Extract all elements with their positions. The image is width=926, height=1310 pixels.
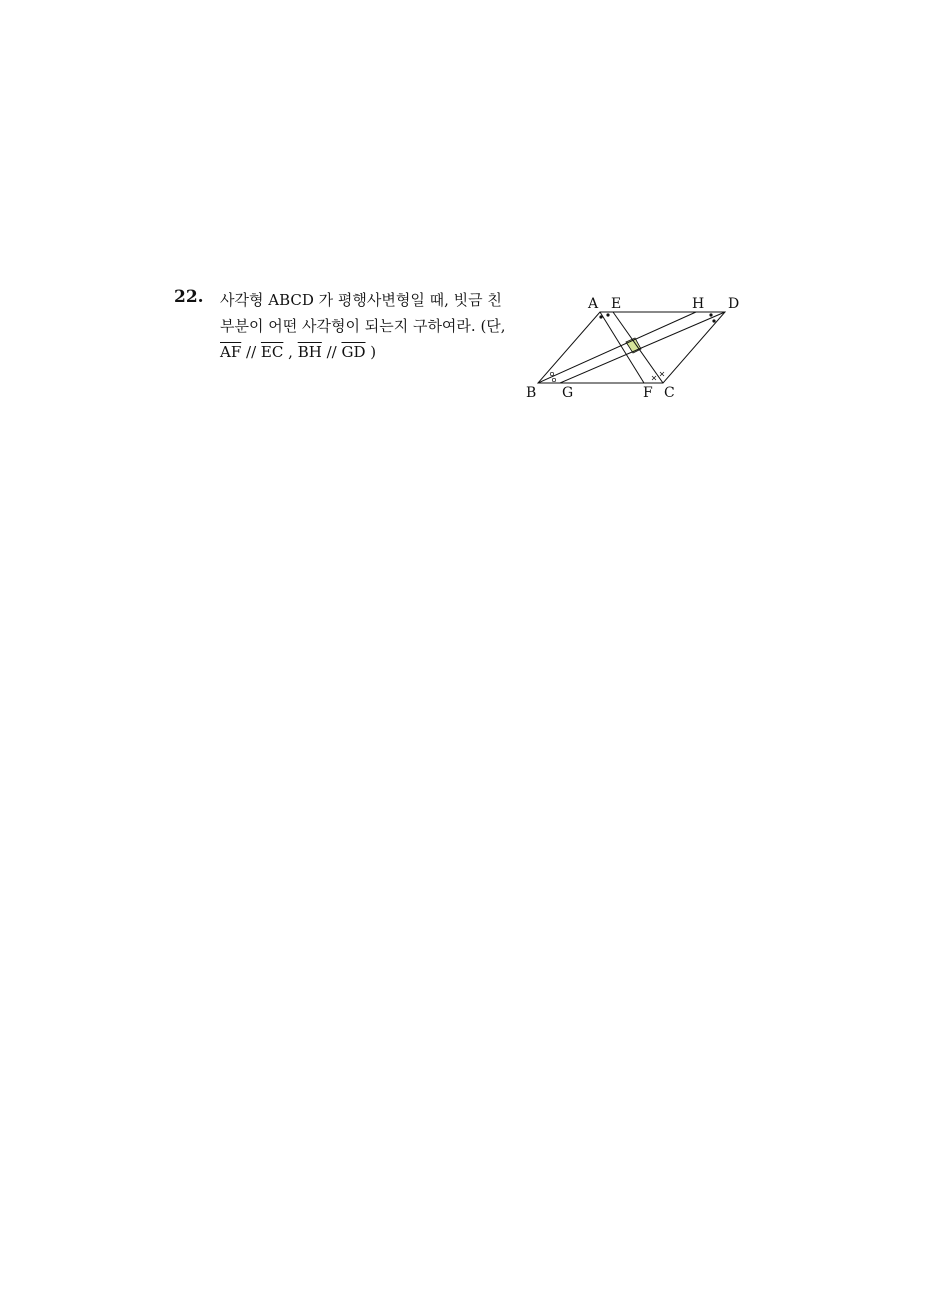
angle-dot-a2 [606, 313, 609, 316]
angle-circle-b1 [550, 372, 553, 375]
parallel-symbol-1: // [246, 343, 257, 361]
problem-number: 22. [174, 287, 204, 307]
angle-cross-f [652, 376, 656, 380]
angle-dot-d1 [709, 313, 712, 316]
label-g: G [562, 385, 574, 401]
statement-line-2: 부분이 어떤 사각형이 되는지 구하여라. (단, [220, 317, 506, 335]
label-c: C [664, 385, 675, 401]
segment-line-gd [560, 312, 725, 383]
angle-circle-b2 [552, 378, 555, 381]
segment-af: $\overline{AF}$ [220, 343, 242, 361]
segment-bh: $\overline{BH}$ [297, 343, 322, 361]
angle-dot-a1 [599, 315, 602, 318]
separator-comma: , [288, 343, 293, 361]
parallelogram-figure [518, 287, 753, 407]
parallelogram-diagram [518, 287, 753, 407]
label-d: D [728, 296, 740, 312]
label-e: E [611, 296, 622, 312]
statement-condition [220, 339, 510, 365]
segment-line-ec [613, 312, 663, 383]
segment-gd: $\overline{GD}$ [341, 343, 366, 361]
label-a: A [588, 296, 599, 312]
problem-statement [220, 287, 510, 365]
angle-dot-d2 [712, 319, 715, 322]
statement-line-1: 사각형 ABCD 가 평행사변형일 때, 빗금 친 [220, 291, 502, 309]
parallel-symbol-2: // [326, 343, 337, 361]
angle-cross-c [660, 372, 664, 376]
label-h: H [692, 296, 705, 312]
closing-paren: ) [370, 343, 377, 361]
label-f: F [643, 385, 653, 401]
segment-ec: $\overline{EC}$ [260, 343, 284, 361]
label-b: B [526, 385, 537, 401]
